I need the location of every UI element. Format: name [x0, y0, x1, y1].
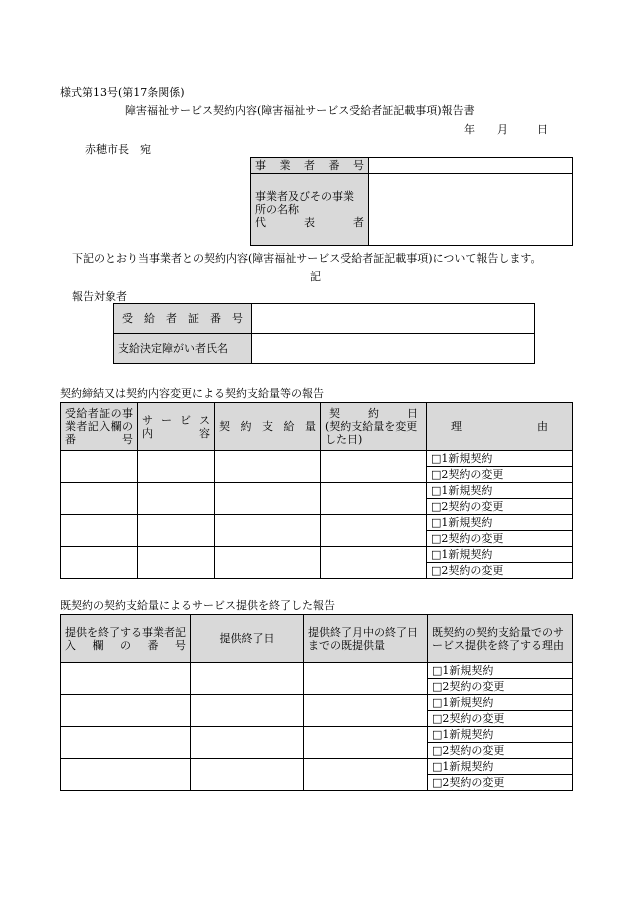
s1-cell[interactable]: [321, 515, 427, 547]
s1-header-date-a: 契約日: [329, 407, 418, 420]
s1-option-change[interactable]: □2契約の変更: [427, 563, 573, 579]
s2-option-new[interactable]: □1新規契約: [428, 759, 573, 775]
s2-cell[interactable]: [61, 663, 191, 695]
date-month: 月: [497, 123, 508, 136]
section2-table: [60, 614, 573, 791]
addressee: 赤穂市長 宛: [85, 143, 151, 156]
s1-option-new[interactable]: □1新規契約: [427, 483, 573, 499]
table-row: [61, 515, 573, 531]
s2-option-change[interactable]: □2契約の変更: [428, 679, 573, 695]
s1-cell[interactable]: [215, 515, 321, 547]
table-row: [61, 451, 573, 467]
operator-table: [250, 157, 573, 246]
date-year: 年: [464, 123, 475, 136]
s1-cell[interactable]: [61, 483, 138, 515]
s1-header-amount: 契約支給量: [215, 403, 321, 451]
s1-option-new[interactable]: □1新規契約: [427, 451, 573, 467]
operator-rep-label: 代表者: [255, 216, 364, 229]
s1-cell[interactable]: [61, 515, 138, 547]
recipient-name-field[interactable]: [252, 334, 535, 364]
s1-header-service-a: サービス: [142, 413, 210, 427]
s1-header-cert-number: 受給者証の事業者記入欄の番号: [61, 403, 138, 451]
operator-name-label-1: 事業者及びその事業: [255, 190, 354, 203]
s2-header-end-date: 提供終了日: [191, 615, 304, 663]
s1-cell[interactable]: [138, 515, 215, 547]
s2-header-number: 提供を終了する事業者記入欄の番号: [61, 615, 191, 663]
table-row: [61, 547, 573, 563]
date-day: 日: [537, 123, 548, 136]
operator-number-field[interactable]: [369, 158, 573, 174]
s2-cell[interactable]: [304, 759, 428, 791]
s2-option-change[interactable]: □2契約の変更: [428, 711, 573, 727]
table-row: [61, 727, 573, 743]
s2-header-reason: 既契約の契約支給量でのサービス提供を終了する理由: [428, 615, 573, 663]
s2-option-change[interactable]: □2契約の変更: [428, 743, 573, 759]
s1-cell[interactable]: [138, 451, 215, 483]
s1-header-service: [138, 403, 215, 451]
s2-option-new[interactable]: □1新規契約: [428, 663, 573, 679]
section2-heading: 既契約の契約支給量によるサービス提供を終了した報告: [60, 599, 335, 612]
cert-number-label: 受給者証番号: [114, 304, 252, 334]
document-title: 障害福祉サービス契約内容(障害福祉サービス受給者証記載事項)報告書: [125, 104, 475, 117]
ki-mark: 記: [310, 270, 321, 283]
s1-option-change[interactable]: □2契約の変更: [427, 467, 573, 483]
operator-name-rep-label: [251, 174, 369, 246]
s2-option-change[interactable]: □2契約の変更: [428, 775, 573, 791]
table-row: [61, 663, 573, 679]
s2-option-new[interactable]: □1新規契約: [428, 695, 573, 711]
operator-name-label-2: 所の名称: [255, 203, 299, 216]
s1-cell[interactable]: [61, 451, 138, 483]
s1-option-change[interactable]: □2契約の変更: [427, 499, 573, 515]
s1-cell[interactable]: [215, 547, 321, 579]
s1-cell[interactable]: [321, 483, 427, 515]
operator-number-label: 事業者番号: [251, 158, 369, 174]
cert-number-field[interactable]: [252, 304, 535, 334]
s2-cell[interactable]: [191, 663, 304, 695]
section1-table: [60, 402, 573, 579]
s2-cell[interactable]: [304, 695, 428, 727]
s2-option-new[interactable]: □1新規契約: [428, 727, 573, 743]
s1-cell[interactable]: [321, 451, 427, 483]
s2-cell[interactable]: [304, 727, 428, 759]
s1-cell[interactable]: [321, 547, 427, 579]
s1-cell[interactable]: [138, 483, 215, 515]
s1-header-date-b: (契約支給量を変更した日): [325, 420, 418, 446]
subject-heading: 報告対象者: [72, 290, 127, 303]
s2-cell[interactable]: [191, 695, 304, 727]
s2-cell[interactable]: [191, 727, 304, 759]
s2-cell[interactable]: [191, 759, 304, 791]
s1-header-service-b: 内容: [142, 426, 210, 440]
table-row: [61, 483, 573, 499]
s1-option-change[interactable]: □2契約の変更: [427, 531, 573, 547]
statement: 下記のとおり当事業者との契約内容(障害福祉サービス受給者証記載事項)について報告します。: [72, 252, 542, 265]
s1-cell[interactable]: [61, 547, 138, 579]
s2-header-provided: 提供終了月中の終了日までの既提供量: [304, 615, 428, 663]
section1-heading: 契約締結又は契約内容変更による契約支給量等の報告: [60, 387, 324, 400]
s1-header-date: [321, 403, 427, 451]
s2-cell[interactable]: [61, 759, 191, 791]
s1-cell[interactable]: [215, 483, 321, 515]
table-row: [61, 695, 573, 711]
subject-table: [113, 303, 535, 364]
s2-cell[interactable]: [61, 695, 191, 727]
table-row: [61, 759, 573, 775]
s1-header-reason: 理由: [427, 403, 573, 451]
recipient-name-label: 支給決定障がい者氏名: [114, 334, 252, 364]
s1-cell[interactable]: [215, 451, 321, 483]
s2-cell[interactable]: [304, 663, 428, 695]
s1-cell[interactable]: [138, 547, 215, 579]
s1-option-new[interactable]: □1新規契約: [427, 547, 573, 563]
s1-option-new[interactable]: □1新規契約: [427, 515, 573, 531]
s2-cell[interactable]: [61, 727, 191, 759]
operator-name-field[interactable]: [369, 174, 573, 246]
form-number: 様式第13号(第17条関係): [60, 86, 185, 99]
